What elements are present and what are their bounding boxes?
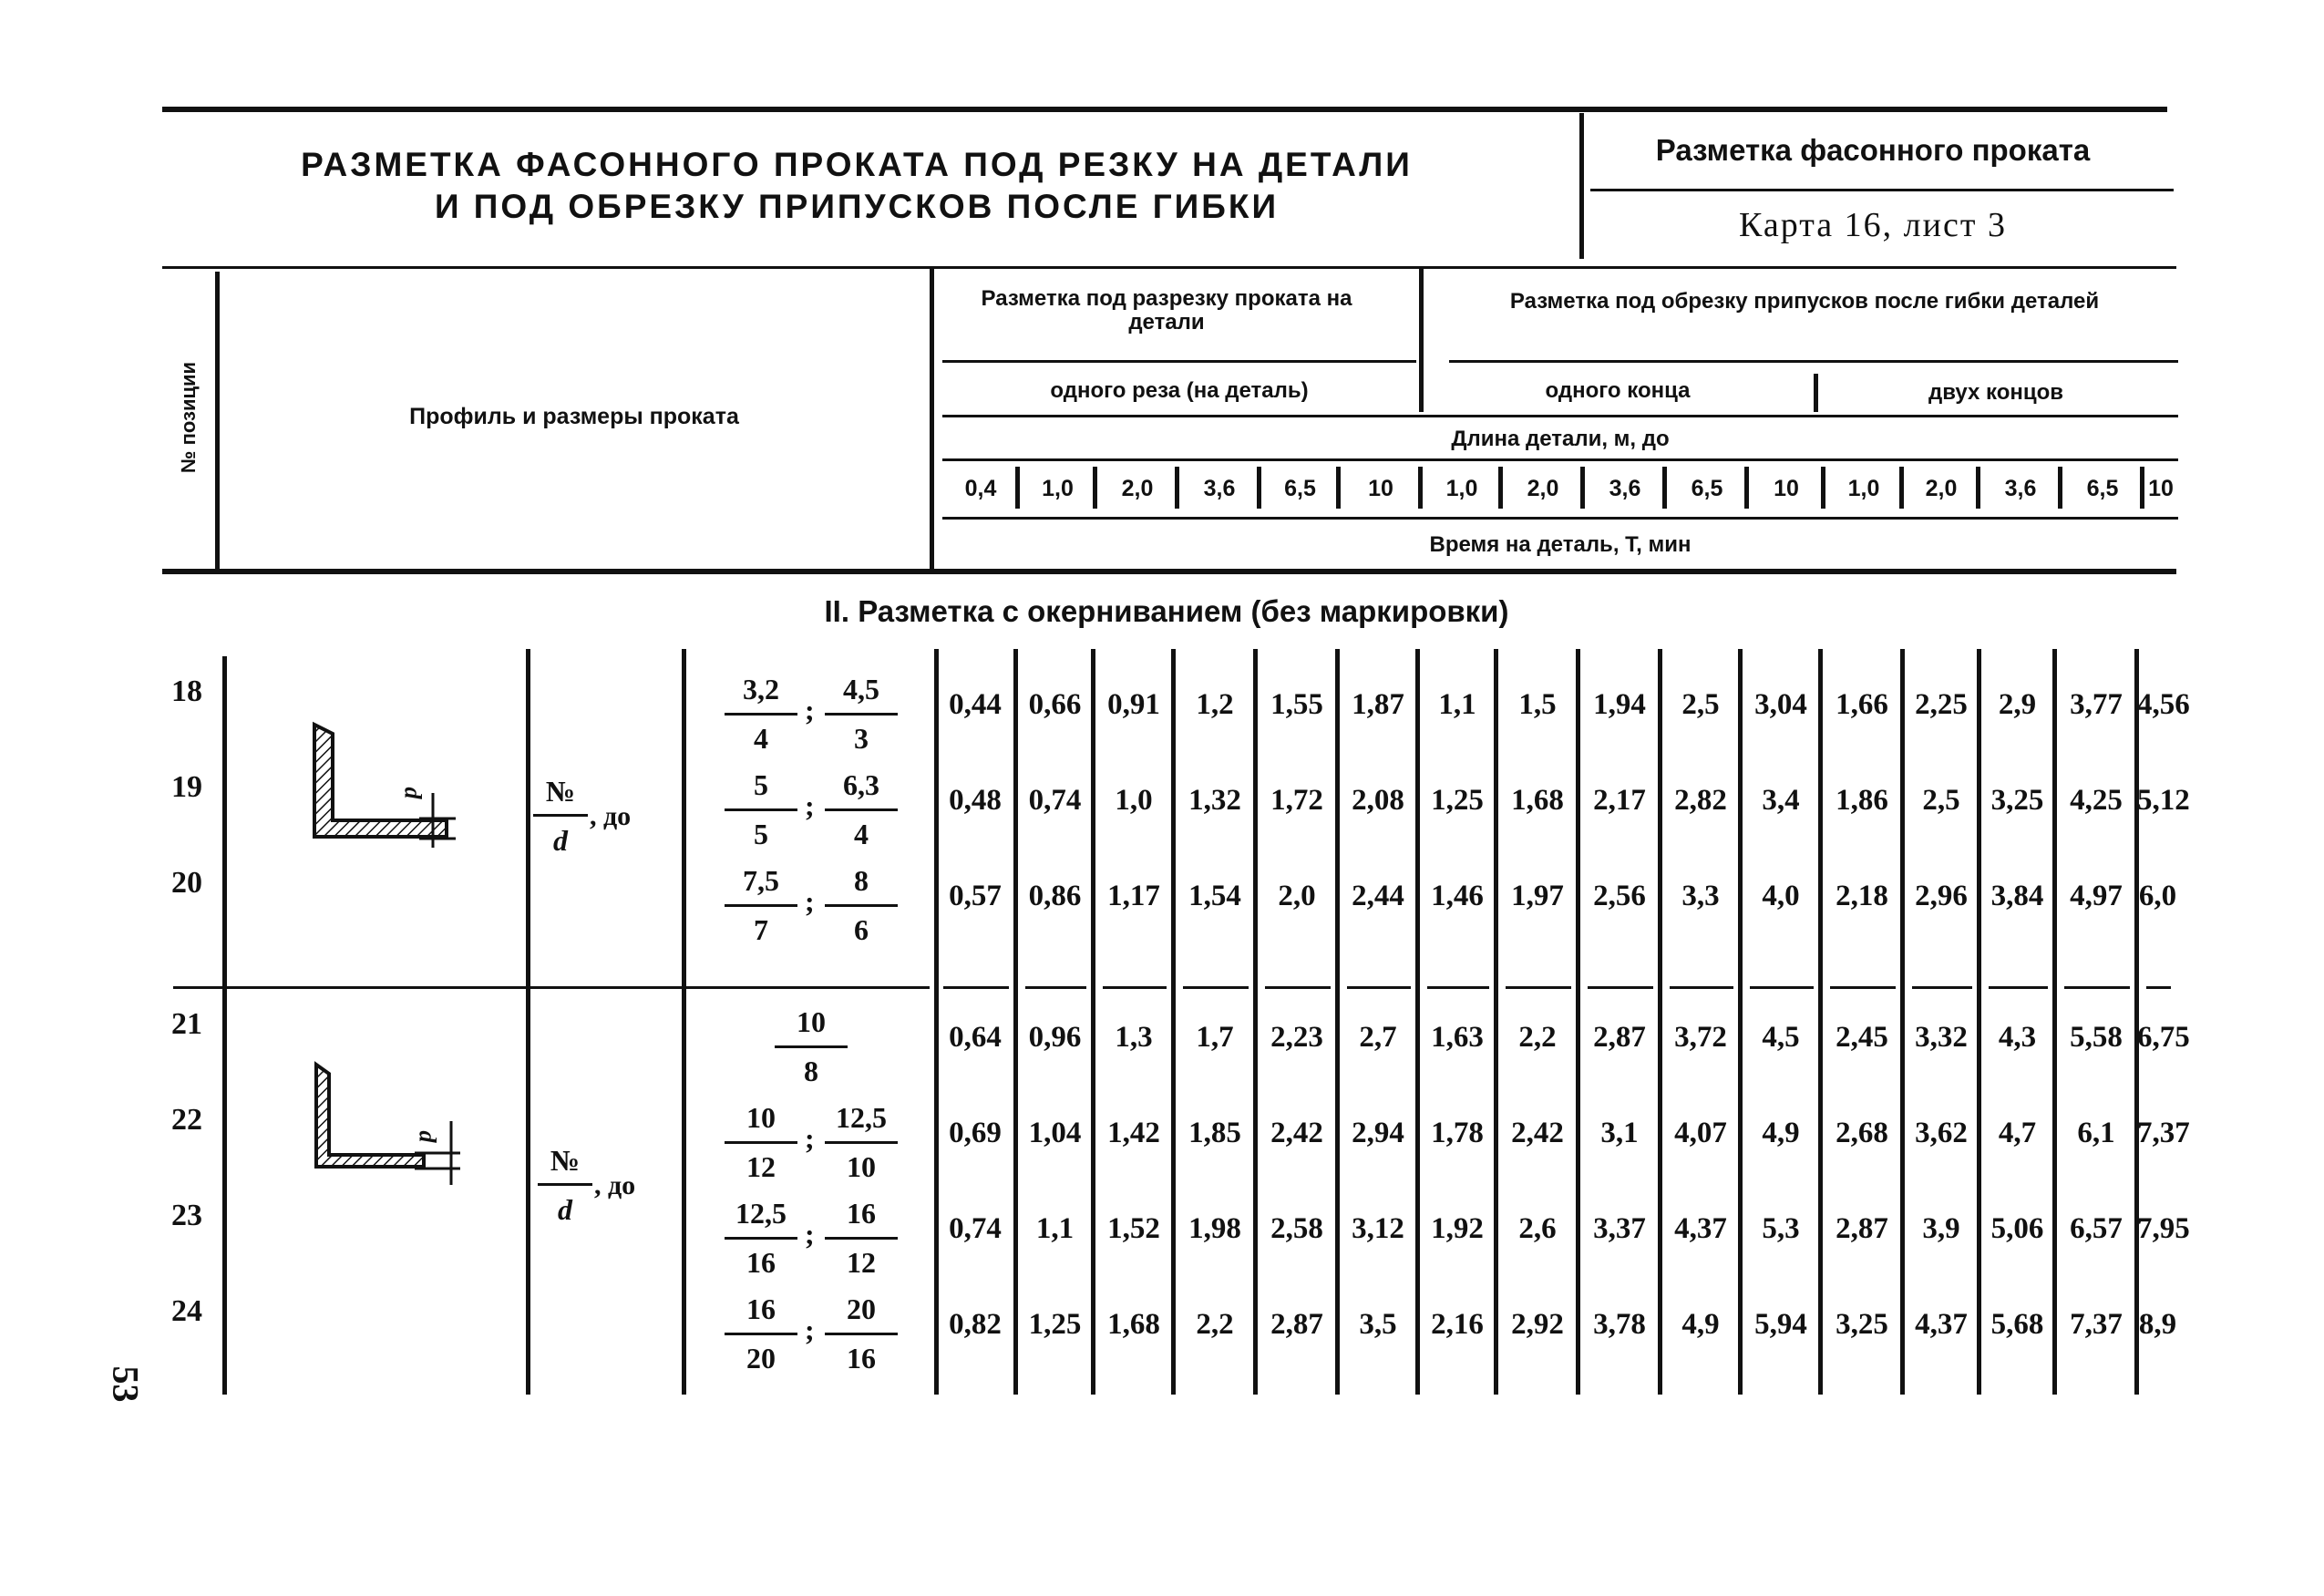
profile-col-divider — [930, 266, 934, 569]
param-fraction-2 — [538, 1139, 684, 1240]
length-value: 3,6 — [2004, 476, 2037, 501]
header-top-rule — [162, 266, 2176, 269]
time-value-cell: 2,87 — [1593, 1021, 1646, 1054]
time-value-cell: 1,46 — [1431, 880, 1484, 912]
time-value-cell: 0,96 — [1028, 1021, 1082, 1054]
time-value-cell: 2,7 — [1359, 1021, 1397, 1054]
dash-segment — [1265, 986, 1331, 989]
time-value-cell: 1,85 — [1188, 1117, 1241, 1149]
size-numerator: 10 — [746, 1101, 776, 1134]
time-value-cell: 4,7 — [1998, 1117, 2037, 1149]
size-numerator: 20 — [847, 1292, 876, 1325]
length-separator — [1662, 467, 1667, 509]
size-fraction — [825, 860, 898, 951]
time-value-cell: 0,82 — [949, 1308, 1002, 1341]
time-value-cell: 7,37 — [2137, 1117, 2190, 1149]
time-value-cell: 0,69 — [949, 1117, 1002, 1149]
pos-col-header: № позиции — [177, 361, 200, 474]
length-value: 1,0 — [1042, 476, 1074, 501]
length-value: 6,5 — [1284, 476, 1316, 501]
title-line-2: И ПОД ОБРЕЗКУ ПРИПУСКОВ ПОСЛЕ ГИБКИ — [434, 188, 1280, 225]
time-value-cell: 0,91 — [1107, 688, 1160, 721]
dash-segment — [1506, 986, 1571, 989]
size-fraction-group — [706, 1288, 925, 1379]
param-suffix-2: , до — [594, 1170, 636, 1200]
time-value-cell: 2,18 — [1836, 880, 1888, 912]
time-value-cell: 2,42 — [1511, 1117, 1564, 1149]
length-separator — [1498, 467, 1503, 509]
length-separator — [1257, 467, 1261, 509]
dash-segment — [1347, 986, 1411, 989]
time-value-cell: 2,17 — [1593, 784, 1646, 817]
length-top-rule — [942, 415, 2178, 417]
position-number: 20 — [171, 866, 202, 900]
size-numerator: 8 — [854, 864, 869, 897]
time-value-cell: 1,92 — [1431, 1212, 1484, 1245]
time-top-rule — [942, 517, 2178, 520]
length-value: 3,6 — [1609, 476, 1641, 501]
time-value-cell: 5,3 — [1762, 1212, 1800, 1245]
time-value-cell: 8,9 — [2138, 1308, 2177, 1341]
length-separator — [1175, 467, 1179, 509]
time-value-cell: 4,3 — [1998, 1021, 2037, 1054]
size-fraction — [725, 1097, 797, 1188]
time-value-cell: 1,98 — [1188, 1212, 1241, 1245]
time-value-cell: 2,87 — [1836, 1212, 1888, 1245]
position-number: 21 — [171, 1007, 202, 1041]
time-value-cell: 2,45 — [1836, 1021, 1888, 1054]
size-denominator: 12 — [746, 1150, 776, 1183]
length-separator — [2058, 467, 2062, 509]
size-numerator: 16 — [847, 1197, 876, 1230]
time-value-cell: 3,77 — [2070, 688, 2123, 721]
time-value-cell: 0,48 — [949, 784, 1002, 817]
time-value-cell: 1,97 — [1511, 880, 1564, 912]
size-fraction-bar — [725, 1141, 797, 1144]
time-value-cell: 2,96 — [1915, 880, 1968, 912]
size-numerator: 3,2 — [743, 673, 779, 705]
time-value-cell: 3,1 — [1600, 1117, 1639, 1149]
time-value-cell: 2,25 — [1915, 688, 1968, 721]
length-header: Длина детали, м, до — [1451, 427, 1670, 451]
time-value-cell: 2,6 — [1518, 1212, 1557, 1245]
size-separator-semicolon: ; — [805, 694, 815, 726]
time-value-cell: 3,72 — [1674, 1021, 1727, 1054]
time-value-cell: 2,5 — [1922, 784, 1960, 817]
size-fraction — [725, 1192, 797, 1283]
time-value-cell: 1,94 — [1593, 688, 1646, 721]
size-denominator: 12 — [847, 1246, 876, 1279]
group-cut-rule — [942, 360, 1416, 363]
size-numerator: 12,5 — [836, 1101, 887, 1134]
length-separator — [1418, 467, 1423, 509]
time-value-cell: 6,57 — [2070, 1212, 2123, 1245]
time-value-cell: 1,42 — [1107, 1117, 1160, 1149]
time-value-cell: 0,57 — [949, 880, 1002, 912]
size-fraction-bar — [725, 808, 797, 811]
param-den-1: d — [553, 824, 568, 857]
time-header: Время на деталь, T, мин — [1429, 532, 1692, 557]
length-separator — [1821, 467, 1825, 509]
size-denominator: 10 — [847, 1150, 876, 1183]
length-value: 6,5 — [1691, 476, 1723, 501]
time-value-cell: 2,56 — [1593, 880, 1646, 912]
time-value-cell: 1,72 — [1270, 784, 1323, 817]
time-value-cell: 1,68 — [1107, 1308, 1160, 1341]
page-number: 53 — [105, 1365, 147, 1403]
time-value-cell: 3,5 — [1359, 1308, 1397, 1341]
size-numerator: 5 — [754, 768, 768, 801]
length-value: 0,4 — [964, 476, 997, 501]
dash-segment — [2146, 986, 2171, 989]
time-value-cell: 1,54 — [1188, 880, 1241, 912]
time-value-cell: 1,5 — [1518, 688, 1557, 721]
time-value-cell: 3,37 — [1593, 1212, 1646, 1245]
dim-label-d-2: d — [414, 1130, 441, 1143]
time-value-cell: 3,78 — [1593, 1308, 1646, 1341]
time-value-cell: 4,37 — [1915, 1308, 1968, 1341]
time-value-cell: 5,12 — [2137, 784, 2190, 817]
time-value-cell: 0,74 — [1028, 784, 1082, 817]
size-fraction-group — [706, 860, 925, 951]
time-value-cell: 2,16 — [1431, 1308, 1484, 1341]
group-trim-header: Разметка под обрезку припусков после гибки деталей — [1509, 289, 2100, 314]
caption-rule — [1590, 189, 2174, 191]
dim-label-d-1: d — [399, 787, 427, 799]
time-value-cell: 3,9 — [1922, 1212, 1960, 1245]
length-separator — [1336, 467, 1341, 509]
size-separator-semicolon: ; — [805, 1313, 815, 1346]
position-number: 23 — [171, 1199, 202, 1232]
group-trim-rule — [1449, 360, 2178, 363]
time-value-cell: 1,63 — [1431, 1021, 1484, 1054]
dash-segment — [1427, 986, 1489, 989]
size-denominator: 3 — [854, 722, 869, 755]
size-fraction-bar — [775, 1045, 848, 1048]
size-fraction-bar — [825, 1141, 898, 1144]
time-value-cell: 2,23 — [1270, 1021, 1323, 1054]
length-separator — [2140, 467, 2144, 509]
param-fraction-1 — [533, 770, 679, 870]
length-separator — [1015, 467, 1020, 509]
time-value-cell: 1,17 — [1107, 880, 1160, 912]
body-line-b — [526, 649, 530, 1395]
time-value-cell: 4,07 — [1674, 1117, 1727, 1149]
size-fraction — [775, 1001, 848, 1092]
time-value-cell: 5,06 — [1990, 1212, 2044, 1245]
length-separator — [1744, 467, 1749, 509]
position-number: 22 — [171, 1103, 202, 1137]
time-value-cell: 4,97 — [2070, 880, 2123, 912]
size-separator-semicolon: ; — [805, 885, 815, 918]
size-fraction-group — [706, 764, 925, 855]
length-value: 6,5 — [2086, 476, 2119, 501]
time-value-cell: 7,95 — [2137, 1212, 2190, 1245]
size-fraction-bar — [725, 904, 797, 907]
size-separator-semicolon: ; — [805, 789, 815, 822]
time-value-cell: 4,37 — [1674, 1212, 1727, 1245]
size-fraction-bar — [725, 1333, 797, 1335]
time-value-cell: 2,2 — [1518, 1021, 1557, 1054]
dash-segment — [1588, 986, 1653, 989]
profile-col-header: Профиль и размеры проката — [409, 404, 739, 429]
time-value-cell: 5,94 — [1754, 1308, 1807, 1341]
size-denominator: 6 — [854, 913, 869, 946]
dash-segment — [1670, 986, 1733, 989]
time-value-cell: 3,25 — [1836, 1308, 1888, 1341]
size-denominator: 16 — [847, 1342, 876, 1375]
size-fraction — [725, 764, 797, 855]
time-value-cell: 1,52 — [1107, 1212, 1160, 1245]
length-value: 10 — [2148, 476, 2174, 501]
size-separator-semicolon: ; — [805, 1218, 815, 1251]
header-bottom-rule — [162, 569, 2176, 574]
position-number: 19 — [171, 770, 202, 804]
time-value-cell: 1,25 — [1431, 784, 1484, 817]
top-rule — [162, 107, 2167, 112]
dash-segment — [1989, 986, 2048, 989]
time-value-cell: 0,66 — [1028, 688, 1082, 721]
size-fraction — [825, 1192, 898, 1283]
param-den-2: d — [558, 1193, 572, 1226]
time-value-cell: 1,32 — [1188, 784, 1241, 817]
time-value-cell: 0,64 — [949, 1021, 1002, 1054]
time-value-cell: 1,86 — [1836, 784, 1888, 817]
time-value-cell: 2,9 — [1998, 688, 2037, 721]
size-fraction — [825, 1097, 898, 1188]
position-number: 18 — [171, 674, 202, 708]
size-fraction-group — [706, 1001, 925, 1092]
size-denominator: 16 — [746, 1246, 776, 1279]
time-value-cell: 3,04 — [1754, 688, 1807, 721]
time-value-cell: 1,87 — [1352, 688, 1404, 721]
length-value: 2,0 — [1925, 476, 1958, 501]
time-value-cell: 1,25 — [1028, 1308, 1082, 1341]
size-fraction-bar — [825, 808, 898, 811]
length-value: 10 — [1368, 476, 1393, 501]
angle-profile-icon — [305, 720, 460, 848]
title-line-1: РАЗМЕТКА ФАСОННОГО ПРОКАТА ПОД РЕЗКУ НА ДЕТАЛИ — [301, 146, 1413, 183]
sub-one-cut-header: одного реза (на деталь) — [1050, 378, 1309, 403]
length-values-rule — [942, 458, 2178, 461]
size-denominator: 4 — [754, 722, 768, 755]
size-numerator: 12,5 — [735, 1197, 787, 1230]
time-value-cell: 2,0 — [1278, 880, 1316, 912]
size-fraction-bar — [825, 1237, 898, 1240]
size-numerator: 6,3 — [843, 768, 879, 801]
length-value: 2,0 — [1121, 476, 1154, 501]
time-value-cell: 2,5 — [1681, 688, 1720, 721]
size-fraction-bar — [825, 904, 898, 907]
length-value: 1,0 — [1847, 476, 1880, 501]
time-value-cell: 2,08 — [1352, 784, 1404, 817]
size-fraction — [725, 668, 797, 759]
size-numerator: 7,5 — [743, 864, 779, 897]
dash-segment — [1912, 986, 1972, 989]
size-numerator: 10 — [797, 1005, 826, 1038]
param-suffix-1: , до — [590, 801, 632, 831]
length-value: 3,6 — [1203, 476, 1236, 501]
size-denominator: 7 — [754, 913, 768, 946]
section-title: II. Разметка с окерниванием (без маркировки) — [824, 594, 1509, 628]
time-value-cell: 3,4 — [1762, 784, 1800, 817]
time-value-cell: 3,32 — [1915, 1021, 1968, 1054]
dash-segment — [1183, 986, 1249, 989]
time-value-cell: 5,58 — [2070, 1021, 2123, 1054]
time-value-cell: 1,1 — [1035, 1212, 1075, 1245]
time-value-cell: 6,75 — [2137, 1021, 2190, 1054]
time-value-cell: 2,42 — [1270, 1117, 1323, 1149]
page-title — [301, 144, 1413, 228]
time-value-cell: 1,55 — [1270, 688, 1323, 721]
size-fraction — [725, 1288, 797, 1379]
size-fraction-group — [706, 1192, 925, 1283]
sub-one-end-header: одного конца — [1545, 378, 1691, 403]
size-fraction-group — [706, 1097, 925, 1188]
group-cut-header: Разметка под разрезку проката на детали — [981, 286, 1352, 335]
time-value-cell: 1,2 — [1196, 688, 1234, 721]
time-value-cell: 2,58 — [1270, 1212, 1323, 1245]
caption-card: Карта 16, лист 3 — [1739, 206, 2007, 244]
param-bar-2 — [538, 1183, 592, 1186]
time-value-cell: 2,87 — [1270, 1308, 1323, 1341]
time-value-cell: 1,0 — [1115, 784, 1153, 817]
dash-segment — [2064, 986, 2130, 989]
time-value-cell: 0,86 — [1028, 880, 1082, 912]
time-value-cell: 1,68 — [1511, 784, 1564, 817]
size-numerator: 16 — [746, 1292, 776, 1325]
size-fraction-bar — [825, 713, 898, 716]
time-value-cell: 2,44 — [1352, 880, 1404, 912]
time-value-cell: 1,66 — [1836, 688, 1888, 721]
time-value-cell: 4,56 — [2137, 688, 2190, 721]
body-line-c — [682, 649, 686, 1395]
length-separator — [1899, 467, 1904, 509]
length-value: 10 — [1774, 476, 1799, 501]
time-value-cell: 2,2 — [1196, 1308, 1234, 1341]
time-value-cell: 0,44 — [949, 688, 1002, 721]
time-value-cell: 1,04 — [1028, 1117, 1082, 1149]
time-value-cell: 4,9 — [1762, 1117, 1800, 1149]
dash-segment — [1103, 986, 1167, 989]
dash-segment — [1025, 986, 1086, 989]
time-value-cell: 2,94 — [1352, 1117, 1404, 1149]
time-value-cell: 4,5 — [1762, 1021, 1800, 1054]
dash-segment — [1750, 986, 1814, 989]
time-value-cell: 5,68 — [1990, 1308, 2044, 1341]
length-value: 1,0 — [1445, 476, 1478, 501]
size-fraction-bar — [725, 1237, 797, 1240]
group-divider — [1419, 266, 1424, 412]
position-number: 24 — [171, 1294, 202, 1328]
length-separator — [1580, 467, 1585, 509]
size-denominator: 20 — [746, 1342, 776, 1375]
time-value-cell: 2,68 — [1836, 1117, 1888, 1149]
time-value-cell: 3,62 — [1915, 1117, 1968, 1149]
time-value-cell: 4,0 — [1762, 880, 1800, 912]
sub-two-ends-header: двух концов — [1928, 380, 2064, 405]
body-line-a — [222, 656, 227, 1395]
time-value-cell: 6,1 — [2077, 1117, 2115, 1149]
size-fraction — [825, 764, 898, 855]
length-separator — [1093, 467, 1097, 509]
group-separator-left — [173, 986, 930, 989]
size-fraction-bar — [825, 1333, 898, 1335]
time-value-cell: 3,12 — [1352, 1212, 1404, 1245]
param-num-2: № — [550, 1144, 581, 1177]
size-fraction-group — [706, 668, 925, 759]
size-denominator: 5 — [754, 818, 768, 850]
time-value-cell: 4,25 — [2070, 784, 2123, 817]
size-numerator: 4,5 — [843, 673, 879, 705]
time-value-cell: 6,0 — [2138, 880, 2177, 912]
size-fraction — [825, 668, 898, 759]
size-fraction-bar — [725, 713, 797, 716]
time-value-cell: 1,1 — [1438, 688, 1476, 721]
param-bar-1 — [533, 814, 588, 817]
length-separator — [1976, 467, 1980, 509]
time-value-cell: 1,7 — [1196, 1021, 1234, 1054]
size-fraction — [825, 1288, 898, 1379]
size-fraction — [725, 860, 797, 951]
time-value-cell: 3,3 — [1681, 880, 1720, 912]
caption-subject: Разметка фасонного проката — [1655, 133, 2091, 167]
title-divider — [1579, 113, 1584, 259]
size-denominator: 4 — [854, 818, 869, 850]
size-denominator: 8 — [804, 1055, 818, 1087]
time-value-cell: 2,82 — [1674, 784, 1727, 817]
dash-segment — [943, 986, 1009, 989]
time-value-cell: 4,9 — [1681, 1308, 1720, 1341]
time-value-cell: 1,78 — [1431, 1117, 1484, 1149]
param-num-1: № — [545, 775, 576, 808]
angle-profile-icon-2 — [305, 1057, 460, 1185]
size-separator-semicolon: ; — [805, 1122, 815, 1155]
time-value-cell: 1,3 — [1115, 1021, 1153, 1054]
time-value-cell: 3,84 — [1990, 880, 2044, 912]
dash-segment — [1830, 986, 1896, 989]
time-value-cell: 0,74 — [949, 1212, 1002, 1245]
time-value-cell: 7,37 — [2070, 1308, 2123, 1341]
time-value-cell: 2,92 — [1511, 1308, 1564, 1341]
length-value: 2,0 — [1527, 476, 1559, 501]
time-value-cell: 3,25 — [1990, 784, 2044, 817]
